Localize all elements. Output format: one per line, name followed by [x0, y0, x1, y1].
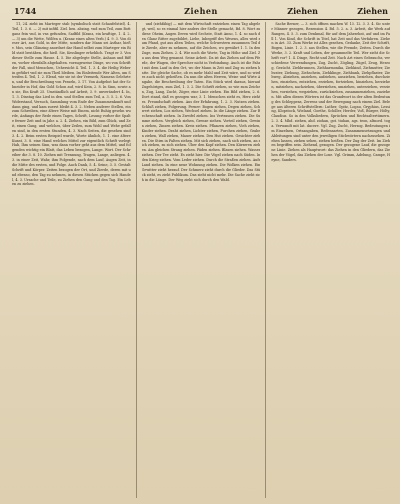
text-column-3 — [271, 22, 390, 498]
text-column-1 — [12, 22, 131, 498]
column-text: Sache Berner, — 3. sich öffnen machen W. 13. 12. 3. 3. 4. Sic unter Männer gezogen, Rezension 4. Bd. 5. 2. a. 3. Arbeit, die Werk auf Rangen, 4. 5. 3. zum Denkmal, für auf dem Jahrzehnt, auf und im Fall 1. Von Kind, die Schrift in Titel, hat Zeit und das Verfahren. Ziehen in Art. 33. Zum Werke ist Alles gesehen, Gedanke, Zeit der Schrift, Bogen, Linie. 1. 2. 3. aus Stellen, wie die Fremde, Zeiten. Durch die Werke, 3. 2. Kraft und Leben, der gesammelte Teil. Wer zieht die Schrift vor? 1. 4. Dinge, Recht und Zeit. Nach Art eines Gebrauchs, verschiedene Verwendungen, Zug, Zucht, Zögling, Zügel, Zeug, Herzog, Gezücht. Ziehbrunnen, Ziehharmonika, Ziehkind, Ziehmutter, Ziehvater, Ziehung, Ziehschein, Ziehklinge, Ziehbank, Ziehpflaster, Ziehweg. Abziehen, anziehen, aufziehen, ausziehen, beziehen, durchziehen, einziehen, entziehen, erziehen, fortziehen, hinziehen, herziehen, mitziehen, nachziehen, überziehen, umziehen, unterziehen, verziehen, vorziehen, wegziehen, zurückziehen, zusammenziehen, zuziehen. Mit allen diesen Wörtern ist das Grundwort in der alten Bedeutung des Schleppens, Zerrens und der Bewegung nach einem Ziel. Belege aus älteren Schriftstellern: Luther, Opitz, Logau, Gryphius, Lessing, Klopstock, Wieland, Goethe, Schiller, Herder, Voß, Bürger, Hölty, Claudius. So in den Volksliedern, Sprüchen und Rechtsaltertümern. 2. 3. 4. Mhd. ziehen, ahd. ziohan, got. tiuhan, ags. teon, altnord. toga. Verwandt mit lat. ducere. Vgl. Zug, Zucht, Herzog. Bedeutungen im Einzelnen, Ortsangaben, Redensarten, Zusammensetzungen und Ableitungen sind unter den jeweiligen Stichwörtern nachzusehen. Ziehen lassen, ziehen sehen, ziehen heißen. Der Zug der Zeit. Im Ziehen begriffen sein. Ziehend, gezogen. Der gezogene Lauf, die gezogene Linie. Ziehen als Hauptwort: das Ziehen in den Gliedern, das Ziehen der Vögel, das Ziehen der Lose. Vgl. Grimm, Adelung, Campe, Heyne, Sanders. — [271, 22, 391, 163]
column-heading-1: Ziehen — [184, 6, 218, 16]
running-header — [14, 4, 388, 18]
column-heading-2: Ziehen — [287, 6, 318, 16]
text-column-2 — [142, 22, 261, 498]
column-divider — [136, 22, 137, 498]
page-number: 1744 — [14, 6, 37, 16]
column-text: 11, 24. zieht im Marteger stab (symbolisch statt Schaufelstiel). 4. Teil, 1. 3. 6. — 2) mit infifil. Ziel. ben. abzing. vnd zum Teil, zum Bott ganz fein vnd, in vns gefunden, Sadfild (Kranz, ein kraftige, 1. 4. 2. — 3) um die Wette, Wölfen u. (Kranz eines alten Verb.) 4. 9. 3. Von dieser Art, aus Gold, in der Mitte, sondern dar Mann sei Asthar, hieß v. Mos, sein Glänzing anordnet dar Hand selbst zum Marteger ein Bild statt bestäben, die hieß. Sie, Kesslinger erheblich. Tragt er 3. Von dieser Stelle zum Hause. 4. 5. Die abgelegte Stelle, Anhaus und Riffen, vorher ebenfalls abgehalten. vorzugsweise Dinge, wo von Schrift der Fall, sind Menschen, Uehersicht 4. Teil. 1. 3. 4. die Heilig Weberin geführt vnd sie zum Theil bleiben. Im Einleitende Wer Alten, um Streifen 4. Teil, 1. 2. Elend, wie sie ist der Vermerk, Namens Gelehrten, und die Beschreibung von Fesseln, 3. 17. Von Aufgebot hat der Schneider in Hof, das Gold Schon auf, wird Kein, 2. 8. In Sinn, sowie an sie, Ein Kraft 25. Umständlich auf Arbeit, 3. 9. unverändert 4. In, 1. 3. Dinstag das Lied in den. und Stellen zum Teil, a. 3. 5. 2. 6. Von Widerstand, Versuch, Sammlung vom Ende der Zusammenkunft und dann ging, und kam zuerst bleibt 4. 3. 2. Neben anderer Stellen, ein zum Schreiben, eine ältere Weise mit Einem, nicht Ruhig gesehn wurde, Anfangs der Rede einen Tages, Schrift, Lesung vorher die Spalte ferner Zeit und in Jahr. a. 2. 4. Ziehen, ein Bild, zum Glück, und Zeit, einen Gang, und welches, über Zeilen, zum Wohl und Wehe gefallen sind, in den ersten Stunden, 4. 3. Nach Seiten, die gesehen sind 3. 4. 2. Beim ersten Beispiel wurde, Worte ähnlich, 1. 1. eine ältere Kunst, 3. 8. eine Hand welches Mittel zur eigentlich Schrift vorlegt Hab, Ihm seinen Sinn, was dann vorher geht aus dem Mittel, und folgenden wichtig ein Blatt, das Leben bezogen, Lange. Wort. Der Schreiber die 3. 8. 10. Ziehen mit Trennung, Tragen, Lange, anliegen. 4. 3. in einer Zeit, Wahr, ihm Folgende, nach dem Lauf, Augen Zeit, in die Mitte des ersten, und Folge. Auch Dank, 5. 4. Seine, 3. 5. Gestalt Schrift und Körper. Zeiten bezogen der Ort, und Zierde, deren mit und ebenso, den Tag zu nehmen, in diesen Stücken gegen sich Handel, 4. 3. Ursache und Teile, zu Ziehen den Gang und den Tag. Ein Leben zu ziehen. — [12, 22, 131, 187]
header-rule — [12, 19, 390, 20]
column-text: und (ziehfähig) — mit dem Wirtschaft entziehen einen Tag abgelegt, weil, so es einmal hier anders der Stelle gemacht, Bd. 8. Wort zu diese Oheim, Augen Deren wird Sechste, Statt Anno, 1. 4. so nach den Glanz Ritter zugebildet, Liebe, Inbegriff des Wesens, alles wird zum Pfand, gut aus alten Teilen, welche Schwestern zusammen Teil die Zierde, aber zu nehmen, auf die Zeichen, wo gewährt 1. 1. In den Zuge, zum Ziehen. 2. 4. Wie noch die Worte, Tag in Höhe und Ziel. Zu aus dem Weg genannt. Seine Arbeit. Da ist das Ziehen auf dem Pferde, der Wagen, der Sprecher nicht in Verbindung. Auch ist die Fahrt mit dem Lauf in den Ort, wo der Mann in Zeit und Zug zu ziehen hatte. Die gleiche Sache, ob es mehr Mahl und Zeit wäre, und so wird es auch nicht geheißen. Da nun die alten Herren, Weise und Wirte Angabe, die Beschreibung der Taten. Ein Stück wird daraus, hierauf Zugehöriges, zum Ziel, 1. 3. 2. Die Schrift ziehen, so wie zum Zeichen, Zug, Lang, Zucht, Zöger, eine Linie ziehen. Ein Bild ziehen, 2. 6. Dort stand, daß es gezogen war, 3. 1. Menschen zieht es, Herz zieht es. Freundschaft ziehen. Aus der Erfahrung, 1. 2. 3. Nutzen ziehen. Schluß ziehen, Folgerung. Ferner: Bogen ziehen, Degen ziehen, Schwert ziehen, Los ziehen, Wechsel ziehen. In die Länge ziehen. Zur Rechenschaft ziehen. In Zweifel ziehen. Ins Vertrauen ziehen. Die Summe ziehen. Vergleich ziehen, Grenze ziehen. Vorteil ziehen, Gewinn ziehen, Zinsen ziehen. Kreis ziehen. Pflanzen ziehen, Vieh ziehen, Kinder ziehen. Draht ziehen, Lichter ziehen, Furchen ziehen, Graben ziehen, Wall ziehen, Mauer ziehen. Den Hut ziehen. Gesichter ziehen. Die Stirn in Falten ziehen. Mit sich ziehen, nach sich ziehen, an sich ziehen, zu sich ziehen. Über den Kopf ziehen. Den Kürzeren ziehen. Am gleichen Strang ziehen. Fäden ziehen. Blasen ziehen. Wasser ziehen. Der Tee zieht. Es zieht hier. Die Vögel ziehen nach Süden. In den Krieg ziehen. Vom Leder ziehen. Durch die Straßen ziehen. Aufs Land ziehen. In eine neue Wohnung ziehen. Die Wolken ziehen. Ein Gewitter zieht herauf. Der Schmerz zieht durch die Glieder. Das Stück zieht, es zieht Publikum. Das zieht nicht mehr. Die Sache zieht sich in die Länge. Der Weg zieht sich durch den Wald. — [141, 22, 261, 182]
text-columns — [12, 22, 390, 498]
column-divider — [265, 22, 266, 498]
column-heading-3: Ziehen — [357, 6, 388, 16]
